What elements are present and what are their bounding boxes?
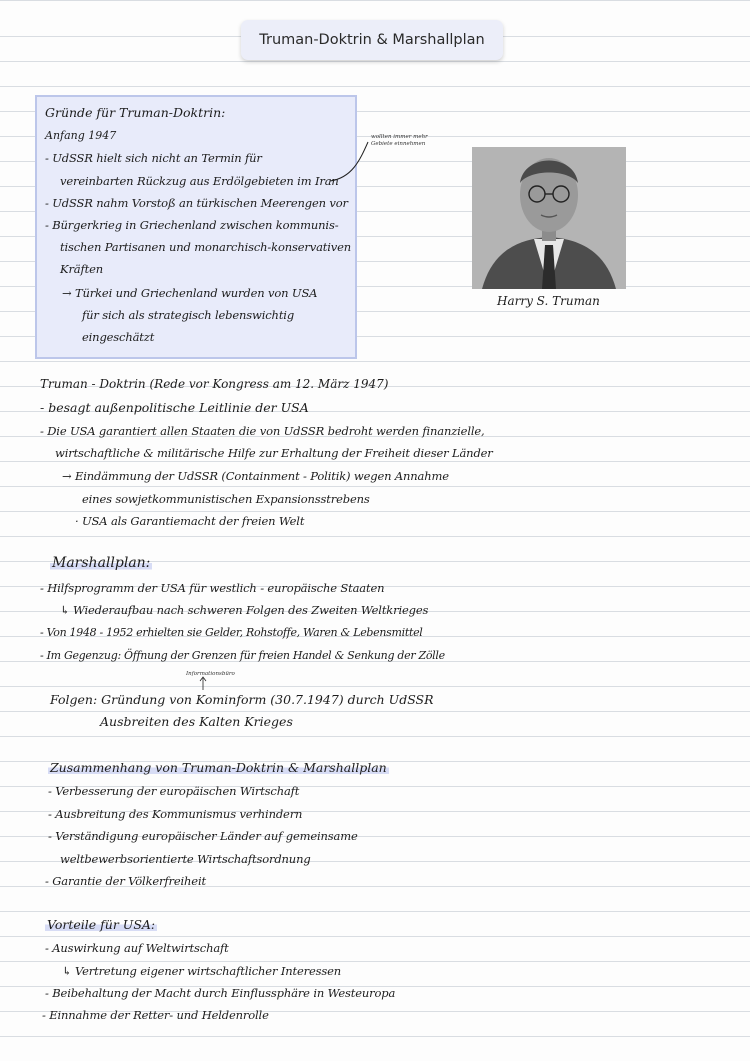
- kominform-arrow: [200, 677, 206, 690]
- reasons-line: - UdSSR hielt sich nicht an Termin für: [45, 151, 262, 165]
- side-note: wollten immer mehr: [371, 134, 428, 140]
- reasons-line: eingeschätzt: [82, 330, 155, 344]
- consequences-line: Ausbreiten des Kalten Krieges: [100, 714, 293, 729]
- connection-line: - Verbesserung der europäischen Wirtschaft: [48, 784, 300, 798]
- photo-caption: Harry S. Truman: [497, 294, 600, 308]
- marshallplan-line: - Hilfsprogramm der USA für westlich - europäische Staaten: [40, 581, 385, 595]
- marshallplan-line: - Von 1948 - 1952 erhielten sie Gelder, Rohstoffe, Waren & Lebensmittel: [40, 626, 423, 639]
- marshallplan-line: - Im Gegenzug: Öffnung der Grenzen für freien Handel & Senkung der Zölle: [40, 649, 445, 662]
- reasons-heading: Gründe für Truman-Doktrin:: [45, 105, 226, 120]
- connection-line: weltbewerbsorientierte Wirtschaftsordnung: [60, 852, 311, 866]
- advantages-line: - Auswirkung auf Weltwirtschaft: [45, 941, 229, 955]
- reasons-line: → Türkei und Griechenland wurden von USA: [62, 286, 318, 300]
- connection-line: - Ausbreitung des Kommunismus verhindern: [48, 807, 303, 821]
- reasons-line: für sich als strategisch lebenswichtig: [82, 308, 295, 322]
- truman-doctrine-line: - Die USA garantiert allen Staaten die von UdSSR bedroht werden finanzielle,: [40, 424, 485, 438]
- truman-doctrine-line: - besagt außenpolitische Leitlinie der USA: [40, 400, 309, 415]
- reasons-line: tischen Partisanen und monarchisch-konservativen: [60, 240, 352, 254]
- kominform-annotation: Informationsbüro: [186, 671, 235, 677]
- advantages-line: - Beibehaltung der Macht durch Einflussphäre in Westeuropa: [45, 986, 396, 1000]
- truman-doctrine-line: wirtschaftliche & militärische Hilfe zur Erhaltung der Freiheit dieser Länder: [55, 446, 493, 460]
- reasons-start: Anfang 1947: [45, 129, 117, 142]
- connection-line: - Garantie der Völkerfreiheit: [45, 874, 206, 888]
- truman-portrait-photo: [472, 147, 626, 289]
- side-note: Gebiete einnehmen: [371, 141, 426, 147]
- marshallplan-line: ↳ Wiederaufbau nach schweren Folgen des Zweiten Weltkrieges: [60, 603, 429, 617]
- truman-doctrine-line: → Eindämmung der UdSSR (Containment - Politik) wegen Annahme: [62, 469, 449, 483]
- reasons-line: - Bürgerkrieg in Griechenland zwischen kommunis-: [45, 218, 339, 232]
- reasons-line: Kräften: [60, 262, 103, 276]
- reasons-line: - UdSSR nahm Vorstoß an türkischen Meerengen vor: [45, 196, 348, 210]
- connection-line: - Verständigung europäischer Länder auf gemeinsame: [48, 829, 358, 843]
- reasons-line: vereinbarten Rückzug aus Erdölgebieten im Iran: [60, 174, 339, 188]
- truman-doctrine-heading: Truman - Doktrin (Rede vor Kongress am 12. März 1947): [40, 377, 389, 391]
- advantages-heading: Vorteile für USA:: [47, 917, 156, 932]
- advantages-line: - Einnahme der Retter- und Heldenrolle: [42, 1008, 269, 1022]
- consequences-line: Folgen: Gründung von Kominform (30.7.1947) durch UdSSR: [50, 692, 434, 707]
- page-title: Truman-Doktrin & Marshallplan: [241, 20, 503, 60]
- marshallplan-heading: Marshallplan:: [52, 555, 151, 571]
- connection-heading: Zusammenhang von Truman-Doktrin & Marshallplan: [50, 760, 387, 775]
- truman-doctrine-line: · USA als Garantiemacht der freien Welt: [75, 514, 305, 528]
- advantages-line: ↳ Vertretung eigener wirtschaftlicher Interessen: [62, 964, 342, 978]
- truman-doctrine-line: eines sowjetkommunistischen Expansionsstrebens: [82, 492, 370, 506]
